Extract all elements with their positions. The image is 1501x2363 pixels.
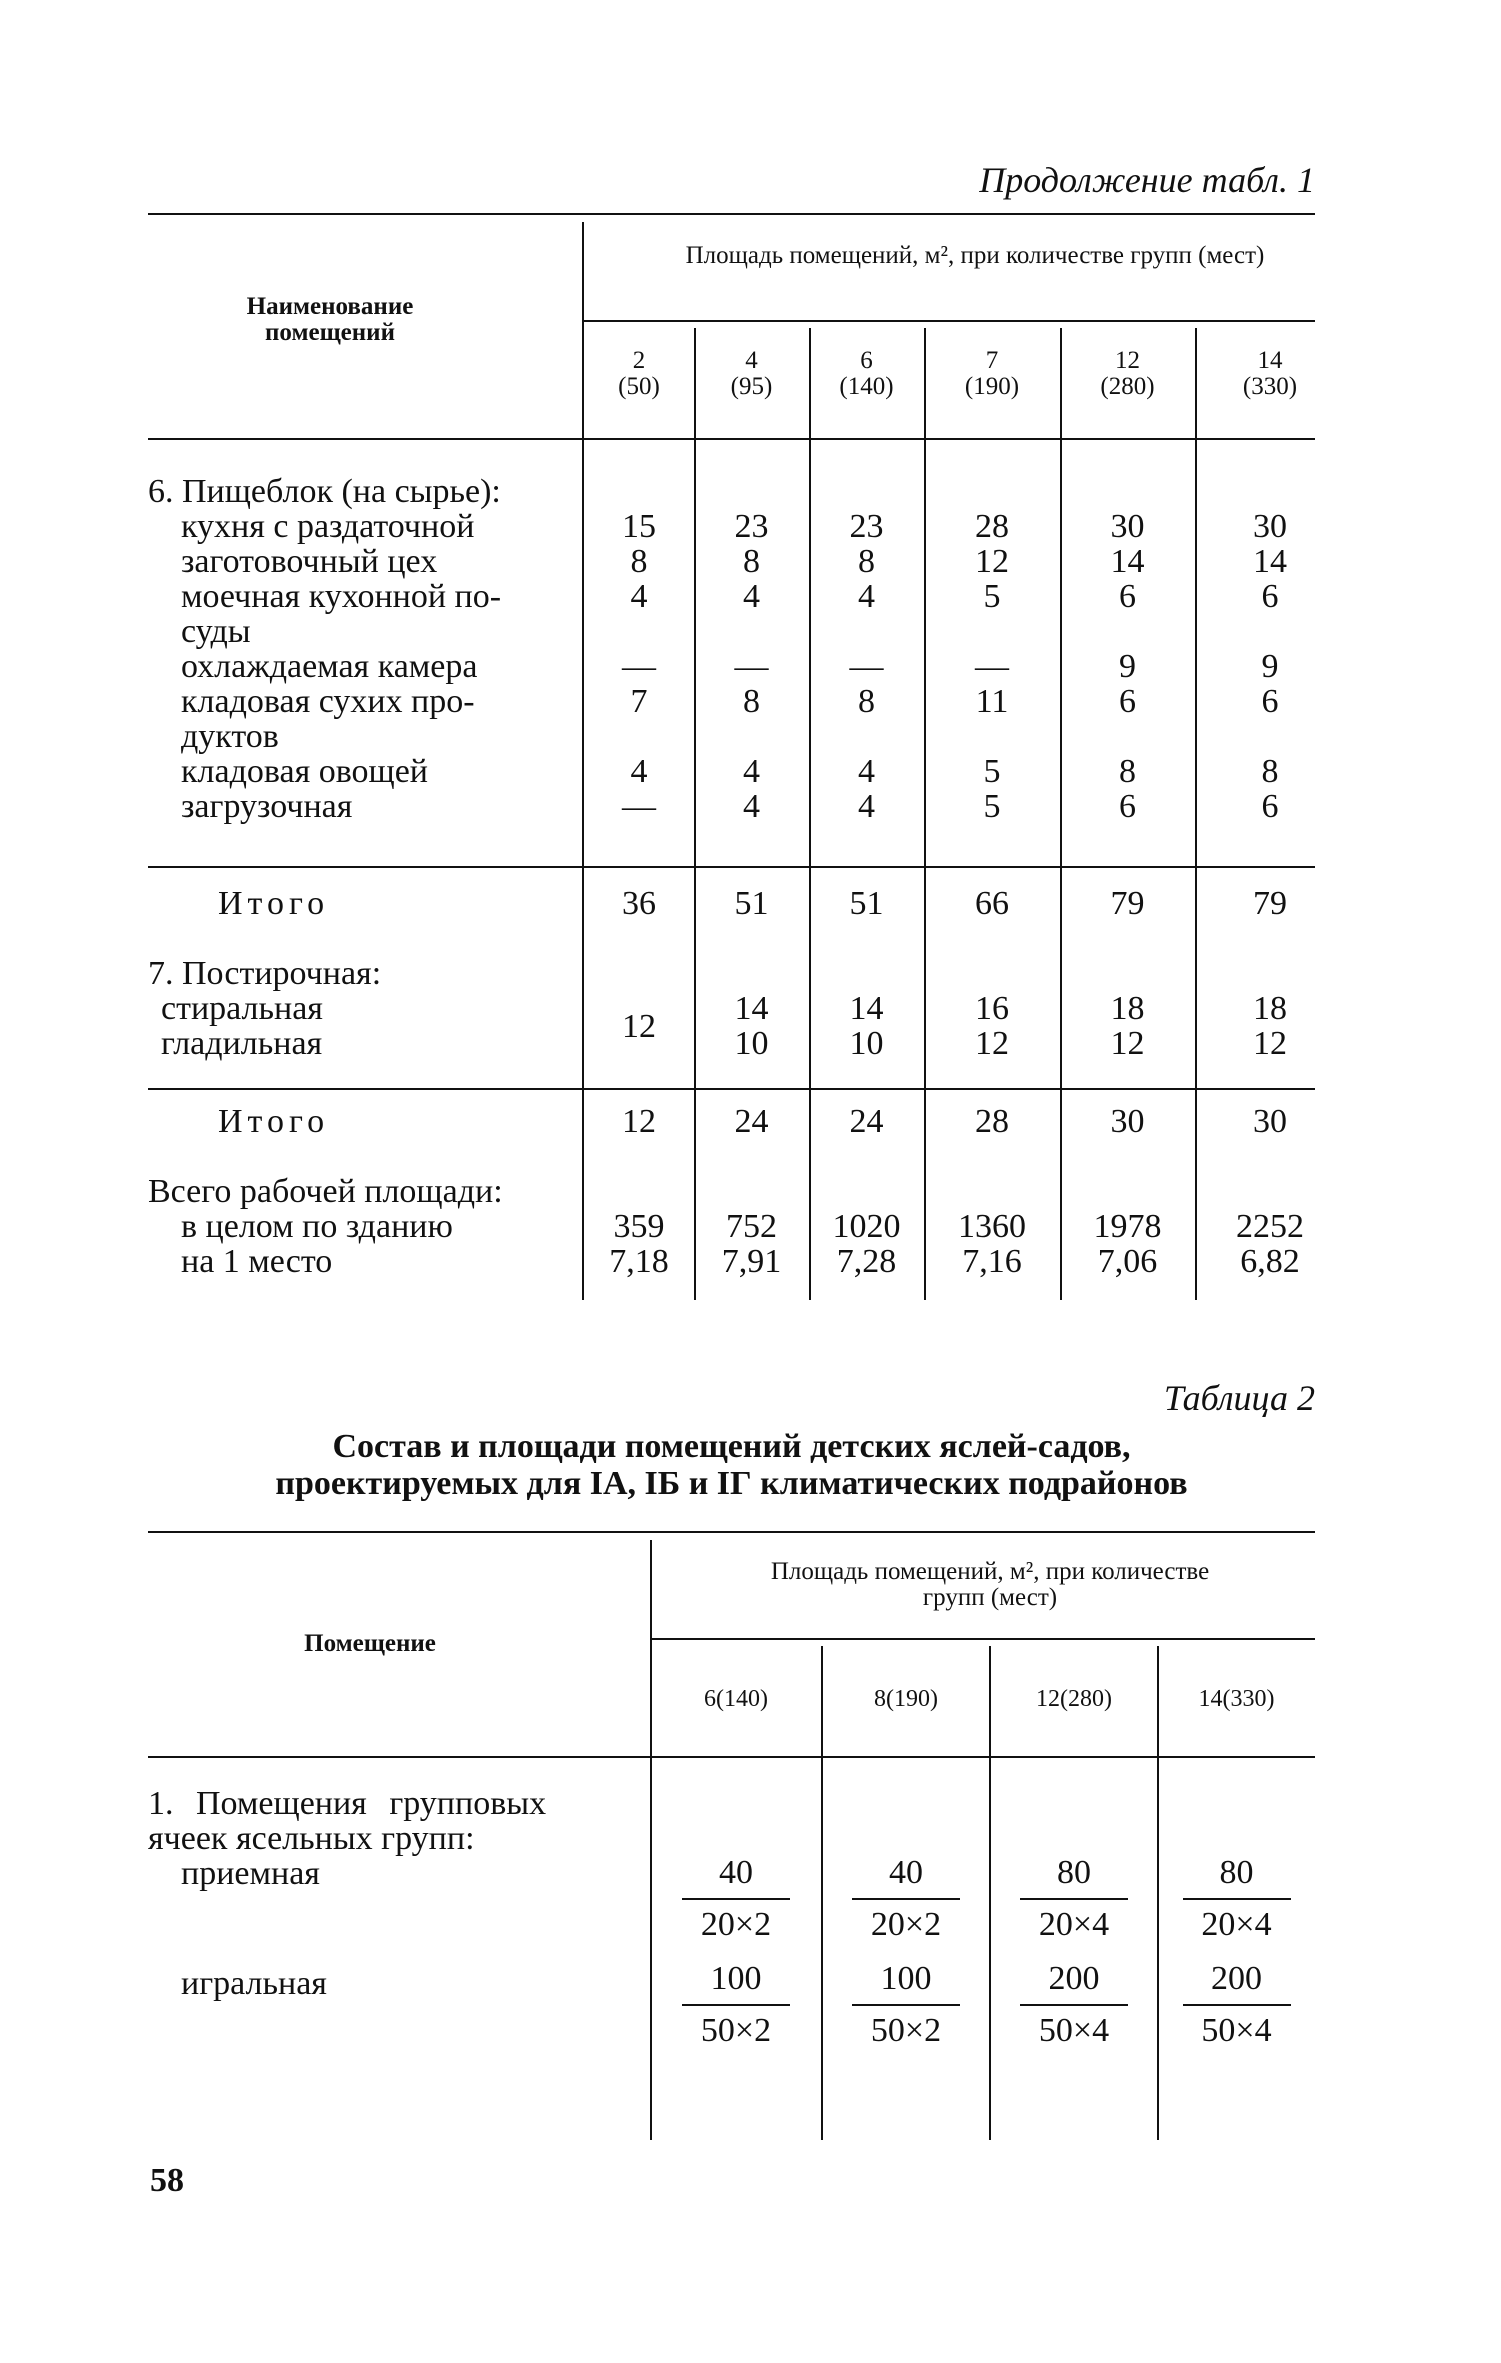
table2-cell-r2-c3: 200 50×4 [990, 1960, 1158, 2050]
table1-block2-col-2: 14 10 [734, 990, 769, 1062]
table1-col-header-6: 14 (330) [1242, 347, 1298, 400]
table1-header-group: Площадь помещений, м², при количестве групп (мест) [685, 242, 1265, 269]
table2-top-rule [148, 1531, 1315, 1533]
page-number: 58 [150, 2162, 184, 2199]
table1-header-mid-rule [584, 320, 1315, 322]
table1-block3-col-1: 359 7,18 [609, 1208, 669, 1280]
row-label: стиральная [161, 990, 323, 1027]
table1-block1-names [148, 474, 578, 824]
table2-cell-r1-c4: 80 20×4 [1158, 1854, 1315, 1944]
table1-block1-col-3: 23 8 4 — 8 4 4 [849, 508, 884, 825]
row-label: охлаждаемая камера [181, 648, 478, 685]
table1-block2-col-4: 16 12 [975, 990, 1009, 1062]
table1-block3-col-5: 1978 7,06 [1093, 1208, 1162, 1280]
table1-rule-before-total2 [148, 1088, 1315, 1090]
table2-col-header-1: 6(140) [704, 1686, 768, 1712]
table2-section-label: 1. Помещения групповых ячеек ясельных групп: [148, 1785, 547, 1857]
table1-total1-col-6: 79 [1253, 885, 1287, 922]
row-label: Всего рабочей площади: [148, 1173, 503, 1210]
table2-row-label-1: приемная [181, 1855, 320, 1892]
table1-total1-col-3: 51 [849, 885, 884, 922]
table1-block2-col-1: 12 [622, 1008, 656, 1045]
table2-header-mid-rule [650, 1638, 1315, 1640]
table1-block3-names [148, 1174, 503, 1279]
table1-header-name: Наименование помещений [246, 293, 414, 346]
row-label: 6. Пищеблок (на сырье): [148, 473, 501, 510]
table2-cell-r2-c1: 100 50×2 [650, 1960, 822, 2050]
table1-block2-col-5: 18 12 [1110, 990, 1145, 1062]
table1-col-header-5: 12 (280) [1100, 347, 1155, 400]
table2-cell-r2-c2: 100 50×2 [822, 1960, 990, 2050]
table1-block3-col-6: 2252 6,82 [1236, 1208, 1304, 1280]
row-label: загрузочная [181, 788, 353, 825]
table2-cell-r2-c4: 200 50×4 [1158, 1960, 1315, 2050]
row-label: дуктов [181, 718, 279, 755]
row-label: 7. Постирочная: [148, 955, 382, 992]
table1-block3-col-2: 752 7,91 [721, 1208, 782, 1280]
table1-total2-col-5: 30 [1110, 1103, 1145, 1140]
table2-cell-r1-c1: 40 20×2 [650, 1854, 822, 1944]
table1-block2-col-6: 18 12 [1253, 990, 1287, 1062]
row-label: кладовая сухих про- [181, 683, 475, 720]
table1-total2-label: Итого [218, 1103, 330, 1140]
table1-block1-col-2: 23 8 4 — 8 4 4 [734, 508, 769, 825]
table1-block3-col-4: 1360 7,16 [958, 1208, 1026, 1280]
table1-caption: Продолжение табл. 1 [979, 160, 1315, 200]
table1-total1-label: Итого [218, 885, 330, 922]
table1-block1-col-1: 15 8 4 — 7 4 — [622, 508, 656, 825]
table1-block1-col-6: 30 14 6 9 6 8 6 [1253, 508, 1287, 825]
table1-total1-col-1: 36 [622, 885, 656, 922]
table1-total2-col-1: 12 [622, 1103, 656, 1140]
table1-block2-names [148, 956, 381, 1061]
table2-header-group: Площадь помещений, м², при количестве групп (мест) [770, 1558, 1210, 1611]
table1-header-bottom-rule [148, 438, 1315, 440]
table1-col-header-2: 4 (95) [730, 347, 773, 400]
table1-total2-col-2: 24 [734, 1103, 769, 1140]
row-label: кладовая овощей [181, 753, 428, 790]
table2-title: Состав и площади помещений детских яслей-садов, проектируемых для IА, IБ и IГ климатических подрайонов [275, 1428, 1188, 1502]
table1-col-header-4: 7 (190) [964, 347, 1020, 400]
table2-cell-r1-c3: 80 20×4 [990, 1854, 1158, 1944]
row-label: суды [181, 613, 251, 650]
table1-total1-col-4: 66 [975, 885, 1009, 922]
table1-total1-col-5: 79 [1110, 885, 1145, 922]
table1-col-header-1: 2 (50) [618, 347, 660, 400]
row-label: моечная кухонной по- [181, 578, 502, 615]
table2-header-name: Помещение [304, 1630, 436, 1657]
table2-row-label-2: игральная [181, 1965, 327, 2002]
table1-block1-col-5: 30 14 6 9 6 8 6 [1110, 508, 1145, 825]
table2-col-header-2: 8(190) [874, 1686, 938, 1712]
table1-block1-col-4: 28 12 5 — 11 5 5 [975, 508, 1009, 825]
table1-block3-col-3: 1020 7,28 [832, 1208, 901, 1280]
table1-total2-col-4: 28 [975, 1103, 1009, 1140]
table1-total2-col-6: 30 [1253, 1103, 1287, 1140]
table2-header-bottom-rule [148, 1756, 1315, 1758]
table1-top-rule [148, 213, 1315, 215]
table1-total2-col-3: 24 [849, 1103, 884, 1140]
table1-total1-col-2: 51 [734, 885, 769, 922]
table2-col-header-4: 14(330) [1198, 1686, 1275, 1712]
row-label: заготовочный цех [181, 543, 438, 580]
row-label: гладильная [161, 1025, 323, 1062]
table1-col-header-3: 6 (140) [839, 347, 894, 400]
row-label: в целом по зданию [181, 1208, 453, 1245]
table2-cell-r1-c2: 40 20×2 [822, 1854, 990, 1944]
row-label: кухня с раздаточной [181, 508, 475, 545]
table1-rule-before-total1 [148, 866, 1315, 868]
table2-vline-name [650, 1540, 652, 2140]
table1-block2-col-3: 14 10 [849, 990, 884, 1062]
row-label: на 1 место [181, 1243, 333, 1280]
table2-caption: Таблица 2 [1163, 1378, 1315, 1418]
table2-col-header-3: 12(280) [1036, 1686, 1112, 1712]
